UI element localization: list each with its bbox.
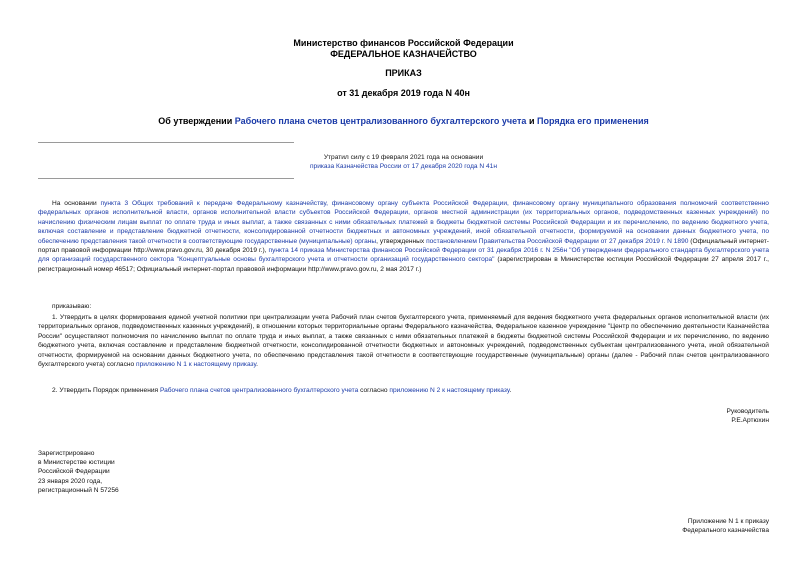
preamble-text-3: (Официальный интернет-портал правовой информации http://www.pravo.gov.ru, 30 декабря 2019 г.), bbox=[38, 237, 770, 255]
item-2-link-plan[interactable]: Рабочего плана счетов централизованного бухгалтерского учета bbox=[159, 387, 359, 394]
registration-line: в Министерстве юстиции bbox=[38, 459, 115, 467]
signature-name: Р.Е.Артюхин bbox=[731, 417, 769, 425]
title-link-plan[interactable]: Рабочего плана счетов централизованного бухгалтерского учета bbox=[234, 116, 527, 126]
item-1-link-appendix-1[interactable]: приложению N 1 к настоящему приказу bbox=[136, 361, 257, 369]
separator-bottom bbox=[38, 178, 294, 179]
document-type: ПРИКАЗ bbox=[385, 68, 422, 78]
treasury-name: ФЕДЕРАЛЬНОЕ КАЗНАЧЕЙСТВО bbox=[330, 49, 477, 59]
preamble-text-1: На основании bbox=[52, 200, 101, 207]
separator-top bbox=[38, 142, 294, 143]
document-title bbox=[0, 116, 807, 127]
signature-role: Руководитель bbox=[726, 408, 769, 415]
registration-block bbox=[38, 449, 119, 495]
appendix-line-2: Федерального казначейства bbox=[682, 527, 769, 535]
registration-line: 23 января 2020 года, bbox=[38, 477, 103, 485]
preamble-paragraph bbox=[38, 199, 769, 274]
preamble-text-2: , утвержденных bbox=[376, 237, 427, 245]
item-2-paragraph bbox=[38, 386, 769, 395]
appendix-line-1: Приложение N 1 к приказу bbox=[687, 518, 769, 525]
item-1-text-end: . bbox=[256, 361, 258, 369]
title-prefix: Об утверждении bbox=[158, 116, 235, 126]
status-line-1: Утратил силу с 19 февраля 2021 года на основании bbox=[323, 154, 484, 161]
item-1-text: 1. Утвердить в целях формирования единой учетной политики при централизации учета Рабочий план счетов бухгалтерского учета, применяемый для ведения бюджетного учета федеральных органов исполнительной власти (их территориальных органов, подведомственных казенных учреждений), в отношении которых территориальные органы Федерального казначейства, Федеральное казенное учреждение "Центр по обеспечению деятельности Казначейства России" осуществляют полномочия по начислению выплат по оплате труда и иных выплат, а также связанных с ними обязательных платежей в бюджеты бюджетной системы Российской Федерации и их перечислению, по ведению бюджетного учета, включая составление и представление бюджетной отчетности, консолидированной отчетности бюджетных и автономных учреждений, подведомственных субъектам централизованного учета, иной обязательной отчетности, формируемой на основании данных бюджетного учета, по обеспечению представления такой отчетности в соответствующие государственные (муниципальные) органы (далее - Рабочий план счетов централизованного бухгалтерского учета) согласно bbox=[38, 314, 769, 369]
registration-line: Российской Федерации bbox=[38, 468, 110, 476]
title-middle: и bbox=[526, 116, 537, 126]
document-date-number: от 31 декабря 2019 года N 40н bbox=[337, 88, 470, 98]
item-2-link-appendix-2[interactable]: приложению N 2 к настоящему приказу bbox=[389, 387, 510, 394]
preamble-link-minfin-order[interactable]: пункта 14 приказа Министерства финансов Российской Федерации от 31 декабря 2016 г. N 256н "Об утверждении федерального стандарта бухгалтерского учета для организаций государственного сектора "Концептуальные основы бухгалтерского учета и отчетности организаций государственного сектора" bbox=[38, 247, 769, 264]
ministry-name: Министерство финансов Российской Федерации bbox=[293, 38, 514, 48]
appendix-caption bbox=[682, 517, 769, 535]
item-2-text-2: согласно bbox=[358, 387, 390, 394]
preamble-link-government-decree[interactable]: постановлением Правительства Российской Федерации от 27 декабря 2019 г. N 1890 bbox=[426, 237, 689, 245]
preamble-text-4: (зарегистрирован в Министерстве юстиции Российской Федерации 27 апреля 2017 г., регистрационный номер 46517; Официальный интернет-портал правовой информации http://www.pravo.gov.ru, 2 мая 2017 г.) bbox=[38, 256, 769, 273]
status-link-order[interactable]: приказа Казначейства России от 17 декабря 2020 года N 41н bbox=[309, 163, 497, 171]
registration-line: Зарегистрировано bbox=[38, 450, 95, 457]
signature-block bbox=[727, 407, 769, 425]
preamble-link-general-requirements[interactable]: пункта 3 Общих требований к передаче Федеральному казначейству, финансовому органу субъекта Российской Федерации, финансовому органу муниципального образования полномочий соответственно федеральных органов исполнительной власти, органов исполнительной власти субъектов Российской Федерации, органов местной администрации (их территориальных органов, подведомственных казенных учреждений) по начислению физическим лицам выплат по оплате труда и иных выплат, а также связанных с ними обязательных платежей в бюджеты бюджетной системы Российской Федерации и их перечислению, по ведению бюджетного учета, включая составление и представление бюджетной отчетности, консолидированной отчетности бюджетных и автономных учреждений, иной обязательной отчетности, формируемой на основании данных бюджетного учета, по обеспечению представления такой отчетности в соответствующие государственные (муниципальные) органы bbox=[38, 200, 769, 245]
item-1-paragraph bbox=[38, 313, 769, 369]
status-note bbox=[0, 153, 807, 171]
item-2-text-1: 2. Утвердить Порядок применения bbox=[52, 387, 160, 394]
registration-line: регистрационный N 57256 bbox=[38, 486, 119, 494]
title-link-procedure[interactable]: Порядка его применения bbox=[536, 116, 649, 126]
order-word: приказываю: bbox=[52, 303, 92, 310]
item-2-text-3: . bbox=[509, 387, 512, 394]
